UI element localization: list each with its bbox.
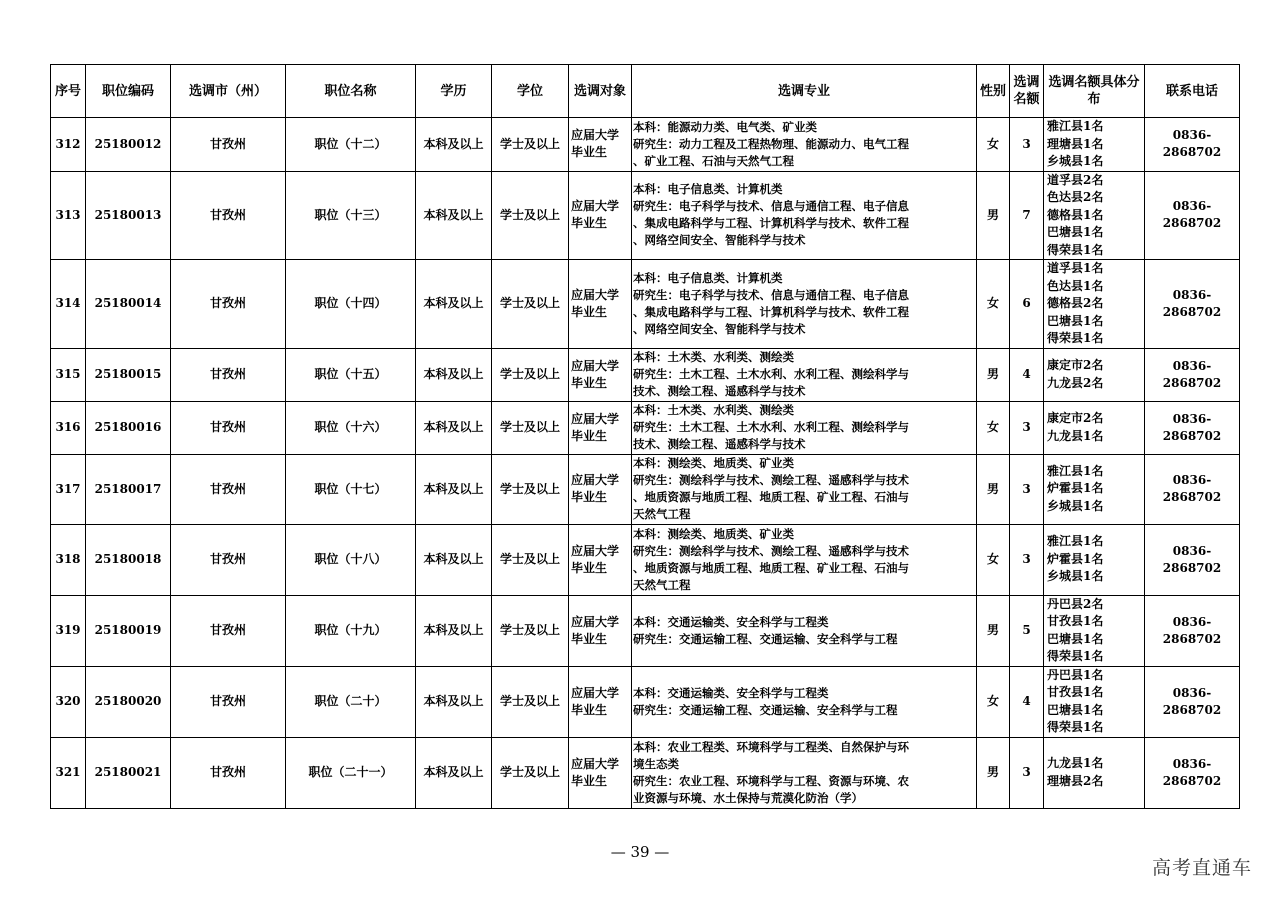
cell-distribution	[1044, 348, 1145, 401]
cell-education: 本科及以上	[416, 737, 492, 808]
cell-city: 甘孜州	[171, 401, 286, 454]
cell-education: 本科及以上	[416, 595, 492, 666]
cell-city: 甘孜州	[171, 666, 286, 737]
cell-phone: 0836-2868702	[1145, 454, 1240, 524]
cell-city: 甘孜州	[171, 737, 286, 808]
cell-gender: 男	[977, 454, 1010, 524]
distribution-line: 巴塘县1名	[1047, 225, 1104, 239]
cell-major	[632, 666, 977, 737]
cell-city: 甘孜州	[171, 595, 286, 666]
major-line: 本科：农业工程类、环境科学与工程类、自然保护与环	[633, 739, 909, 754]
cell-position-title: 职位（十七）	[286, 454, 416, 524]
cell-education: 本科及以上	[416, 524, 492, 595]
distribution-line: 甘孜县1名	[1047, 614, 1104, 628]
major-line: 本科：测绘类、地质类、矿业类	[633, 526, 794, 541]
major-line: 、集成电路科学与工程、计算机科学与技术、软件工程	[633, 216, 909, 231]
distribution-line: 丹巴县2名	[1047, 596, 1104, 611]
header-title: 职位名称	[286, 65, 416, 118]
cell-position-title: 职位（十二）	[286, 118, 416, 172]
cell-target: 应届大学毕业生	[569, 454, 632, 524]
cell-degree: 学士及以上	[492, 666, 569, 737]
cell-distribution	[1044, 401, 1145, 454]
distribution-line: 巴塘县1名	[1047, 702, 1104, 717]
cell-major	[632, 454, 977, 524]
cell-target: 应届大学毕业生	[569, 171, 632, 260]
cell-gender: 男	[977, 348, 1010, 401]
cell-phone: 0836-2868702	[1145, 260, 1240, 349]
header-phone: 联系电话	[1145, 65, 1240, 118]
major-line: 技术、测绘工程、遥感科学与技术	[633, 437, 806, 451]
distribution-line: 巴塘县1名	[1047, 631, 1104, 646]
distribution-line: 得荣县1名	[1047, 242, 1104, 257]
cell-distribution	[1044, 666, 1145, 737]
cell-degree: 学士及以上	[492, 595, 569, 666]
table-row	[51, 737, 1240, 808]
cell-major	[632, 171, 977, 260]
distribution-line: 康定市2名	[1047, 358, 1104, 372]
cell-city: 甘孜州	[171, 348, 286, 401]
table-row	[51, 666, 1240, 737]
cell-target: 应届大学毕业生	[569, 595, 632, 666]
cell-gender: 女	[977, 401, 1010, 454]
major-line: 研究生：动力工程及工程热物理、能源动力、电气工程	[633, 136, 909, 151]
distribution-line: 九龙县1名	[1047, 428, 1104, 443]
distribution-line: 康定市2名	[1047, 411, 1104, 425]
table-row	[51, 171, 1240, 260]
distribution-line: 德格县2名	[1047, 296, 1104, 310]
table-row	[51, 524, 1240, 595]
cell-seq: 318	[51, 524, 86, 595]
header-target: 选调对象	[569, 65, 632, 118]
cell-position-title: 职位（十九）	[286, 595, 416, 666]
cell-degree: 学士及以上	[492, 454, 569, 524]
cell-seq: 316	[51, 401, 86, 454]
cell-target: 应届大学毕业生	[569, 401, 632, 454]
cell-gender: 男	[977, 171, 1010, 260]
distribution-line: 九龙县1名	[1047, 756, 1104, 770]
major-line: 业资源与环境、水土保持与荒漠化防治（学）	[633, 790, 863, 805]
cell-phone: 0836-2868702	[1145, 666, 1240, 737]
cell-target: 应届大学毕业生	[569, 524, 632, 595]
cell-position-title: 职位（十六）	[286, 401, 416, 454]
cell-distribution	[1044, 737, 1145, 808]
cell-major	[632, 524, 977, 595]
cell-distribution	[1044, 454, 1145, 524]
major-line: 研究生：电子科学与技术、信息与通信工程、电子信息	[633, 287, 909, 302]
cell-position-code: 25180016	[86, 401, 171, 454]
cell-count: 3	[1010, 118, 1044, 172]
distribution-line: 雅江县1名	[1047, 534, 1104, 549]
distribution-line: 乡城县1名	[1047, 569, 1104, 584]
cell-seq: 315	[51, 348, 86, 401]
cell-distribution	[1044, 524, 1145, 595]
cell-target: 应届大学毕业生	[569, 348, 632, 401]
cell-phone: 0836-2868702	[1145, 737, 1240, 808]
distribution-line: 乡城县1名	[1047, 498, 1104, 513]
cell-gender: 男	[977, 737, 1010, 808]
cell-position-title: 职位（十三）	[286, 171, 416, 260]
table-row	[51, 454, 1240, 524]
major-line: 本科：能源动力类、电气类、矿业类	[633, 119, 817, 134]
cell-city: 甘孜州	[171, 454, 286, 524]
cell-phone: 0836-2868702	[1145, 348, 1240, 401]
cell-gender: 女	[977, 118, 1010, 172]
major-line: 、地质资源与地质工程、地质工程、矿业工程、石油与	[633, 490, 909, 504]
header-code: 职位编码	[86, 65, 171, 118]
distribution-line: 炉霍县1名	[1047, 551, 1104, 566]
cell-position-code: 25180015	[86, 348, 171, 401]
distribution-line: 得荣县1名	[1047, 649, 1104, 663]
distribution-line: 道孚县1名	[1047, 261, 1104, 275]
major-line: 研究生：交通运输工程、交通运输、安全科学与工程	[633, 631, 898, 646]
cell-seq: 317	[51, 454, 86, 524]
cell-education: 本科及以上	[416, 171, 492, 260]
cell-seq: 314	[51, 260, 86, 349]
major-line: 、地质资源与地质工程、地质工程、矿业工程、石油与	[633, 560, 909, 575]
cell-gender: 女	[977, 666, 1010, 737]
cell-gender: 女	[977, 524, 1010, 595]
cell-distribution	[1044, 595, 1145, 666]
major-line: 本科：测绘类、地质类、矿业类	[633, 456, 794, 470]
cell-target: 应届大学毕业生	[569, 260, 632, 349]
watermark-logo-text: 高考直通车	[1151, 857, 1252, 879]
major-line: 本科：电子信息类、计算机类	[633, 270, 783, 285]
cell-position-code: 25180019	[86, 595, 171, 666]
distribution-line: 炉霍县1名	[1047, 481, 1104, 496]
cell-seq: 320	[51, 666, 86, 737]
cell-city: 甘孜州	[171, 118, 286, 172]
header-count: 选调名额	[1010, 65, 1044, 118]
header-degree: 学位	[492, 65, 569, 118]
cell-education: 本科及以上	[416, 118, 492, 172]
cell-phone: 0836-2868702	[1145, 401, 1240, 454]
cell-position-title: 职位（十五）	[286, 348, 416, 401]
distribution-line: 道孚县2名	[1047, 172, 1104, 187]
cell-distribution	[1044, 118, 1145, 172]
cell-phone: 0836-2868702	[1145, 118, 1240, 172]
cell-degree: 学士及以上	[492, 260, 569, 349]
cell-count: 4	[1010, 666, 1044, 737]
table-row	[51, 260, 1240, 349]
cell-education: 本科及以上	[416, 401, 492, 454]
major-line: 、网络空间安全、智能科学与技术	[633, 233, 806, 248]
cell-phone: 0836-2868702	[1145, 524, 1240, 595]
major-line: 、矿业工程、石油与天然气工程	[633, 153, 794, 168]
cell-degree: 学士及以上	[492, 401, 569, 454]
table-row	[51, 348, 1240, 401]
cell-education: 本科及以上	[416, 348, 492, 401]
header-row	[51, 65, 1240, 118]
cell-major	[632, 348, 977, 401]
cell-count: 3	[1010, 401, 1044, 454]
distribution-line: 理塘县2名	[1047, 773, 1104, 788]
distribution-line: 色达县2名	[1047, 190, 1104, 204]
distribution-line: 雅江县1名	[1047, 463, 1104, 478]
cell-position-code: 25180020	[86, 666, 171, 737]
cell-count: 3	[1010, 737, 1044, 808]
cell-position-title: 职位（二十）	[286, 666, 416, 737]
major-line: 、集成电路科学与工程、计算机科学与技术、软件工程	[633, 304, 909, 319]
cell-education: 本科及以上	[416, 454, 492, 524]
cell-position-code: 25180021	[86, 737, 171, 808]
cell-major	[632, 595, 977, 666]
cell-position-code: 25180014	[86, 260, 171, 349]
table-row	[51, 118, 1240, 172]
distribution-line: 色达县1名	[1047, 278, 1104, 293]
cell-position-title: 职位（十四）	[286, 260, 416, 349]
major-line: 本科：土木类、水利类、测绘类	[633, 403, 794, 417]
major-line: 研究生：农业工程、环境科学与工程、资源与环境、农	[633, 773, 909, 788]
cell-seq: 312	[51, 118, 86, 172]
table-body	[51, 118, 1240, 809]
cell-major	[632, 401, 977, 454]
cell-degree: 学士及以上	[492, 171, 569, 260]
cell-gender: 女	[977, 260, 1010, 349]
cell-count: 6	[1010, 260, 1044, 349]
cell-target: 应届大学毕业生	[569, 118, 632, 172]
cell-education: 本科及以上	[416, 666, 492, 737]
major-line: 研究生：土木工程、土木水利、水利工程、测绘科学与	[633, 367, 909, 381]
header-edu: 学历	[416, 65, 492, 118]
distribution-line: 丹巴县1名	[1047, 667, 1104, 682]
cell-major	[632, 737, 977, 808]
cell-distribution	[1044, 260, 1145, 349]
major-line: 研究生：测绘科学与技术、测绘工程、遥感科学与技术	[633, 473, 909, 487]
distribution-line: 理塘县1名	[1047, 136, 1104, 151]
cell-degree: 学士及以上	[492, 118, 569, 172]
cell-position-code: 25180013	[86, 171, 171, 260]
distribution-line: 得荣县1名	[1047, 720, 1104, 734]
major-line: 、网络空间安全、智能科学与技术	[633, 321, 806, 336]
distribution-line: 乡城县1名	[1047, 154, 1104, 168]
distribution-line: 得荣县1名	[1047, 331, 1104, 345]
cell-degree: 学士及以上	[492, 348, 569, 401]
major-line: 境生态类	[633, 756, 679, 771]
cell-major	[632, 118, 977, 172]
cell-seq: 321	[51, 737, 86, 808]
cell-phone: 0836-2868702	[1145, 171, 1240, 260]
distribution-line: 巴塘县1名	[1047, 313, 1104, 328]
cell-degree: 学士及以上	[492, 524, 569, 595]
cell-count: 3	[1010, 524, 1044, 595]
major-line: 本科：电子信息类、计算机类	[633, 182, 783, 197]
major-line: 天然气工程	[633, 577, 691, 592]
major-line: 技术、测绘工程、遥感科学与技术	[633, 384, 806, 398]
header-seq: 序号	[51, 65, 86, 118]
cell-position-code: 25180012	[86, 118, 171, 172]
major-line: 研究生：交通运输工程、交通运输、安全科学与工程	[633, 702, 898, 717]
cell-phone: 0836-2868702	[1145, 595, 1240, 666]
cell-position-title: 职位（十八）	[286, 524, 416, 595]
major-line: 天然气工程	[633, 507, 691, 521]
major-line: 研究生：测绘科学与技术、测绘工程、遥感科学与技术	[633, 543, 909, 558]
distribution-line: 甘孜县1名	[1047, 685, 1104, 699]
page-number: — 39 —	[610, 843, 670, 861]
cell-education: 本科及以上	[416, 260, 492, 349]
cell-seq: 313	[51, 171, 86, 260]
header-city: 选调市（州）	[171, 65, 286, 118]
cell-city: 甘孜州	[171, 524, 286, 595]
cell-city: 甘孜州	[171, 171, 286, 260]
table-row	[51, 401, 1240, 454]
cell-count: 7	[1010, 171, 1044, 260]
major-line: 本科：土木类、水利类、测绘类	[633, 350, 794, 364]
cell-seq: 319	[51, 595, 86, 666]
cell-gender: 男	[977, 595, 1010, 666]
cell-count: 4	[1010, 348, 1044, 401]
cell-position-code: 25180017	[86, 454, 171, 524]
cell-distribution	[1044, 171, 1145, 260]
major-line: 本科：交通运输类、安全科学与工程类	[633, 614, 829, 629]
major-line: 研究生：电子科学与技术、信息与通信工程、电子信息	[633, 199, 909, 214]
recruitment-table	[50, 64, 1240, 809]
distribution-line: 德格县1名	[1047, 207, 1104, 222]
cell-count: 3	[1010, 454, 1044, 524]
header-gender: 性别	[977, 65, 1010, 118]
major-line: 研究生：土木工程、土木水利、水利工程、测绘科学与	[633, 420, 909, 434]
cell-target: 应届大学毕业生	[569, 666, 632, 737]
cell-target: 应届大学毕业生	[569, 737, 632, 808]
distribution-line: 九龙县2名	[1047, 375, 1104, 390]
header-major: 选调专业	[632, 65, 977, 118]
cell-city: 甘孜州	[171, 260, 286, 349]
cell-position-code: 25180018	[86, 524, 171, 595]
distribution-line: 雅江县1名	[1047, 119, 1104, 133]
header-dist: 选调名额具体分布	[1044, 65, 1145, 118]
major-line: 本科：交通运输类、安全科学与工程类	[633, 685, 829, 700]
cell-degree: 学士及以上	[492, 737, 569, 808]
cell-major	[632, 260, 977, 349]
cell-count: 5	[1010, 595, 1044, 666]
table-row	[51, 595, 1240, 666]
cell-position-title: 职位（二十一）	[286, 737, 416, 808]
